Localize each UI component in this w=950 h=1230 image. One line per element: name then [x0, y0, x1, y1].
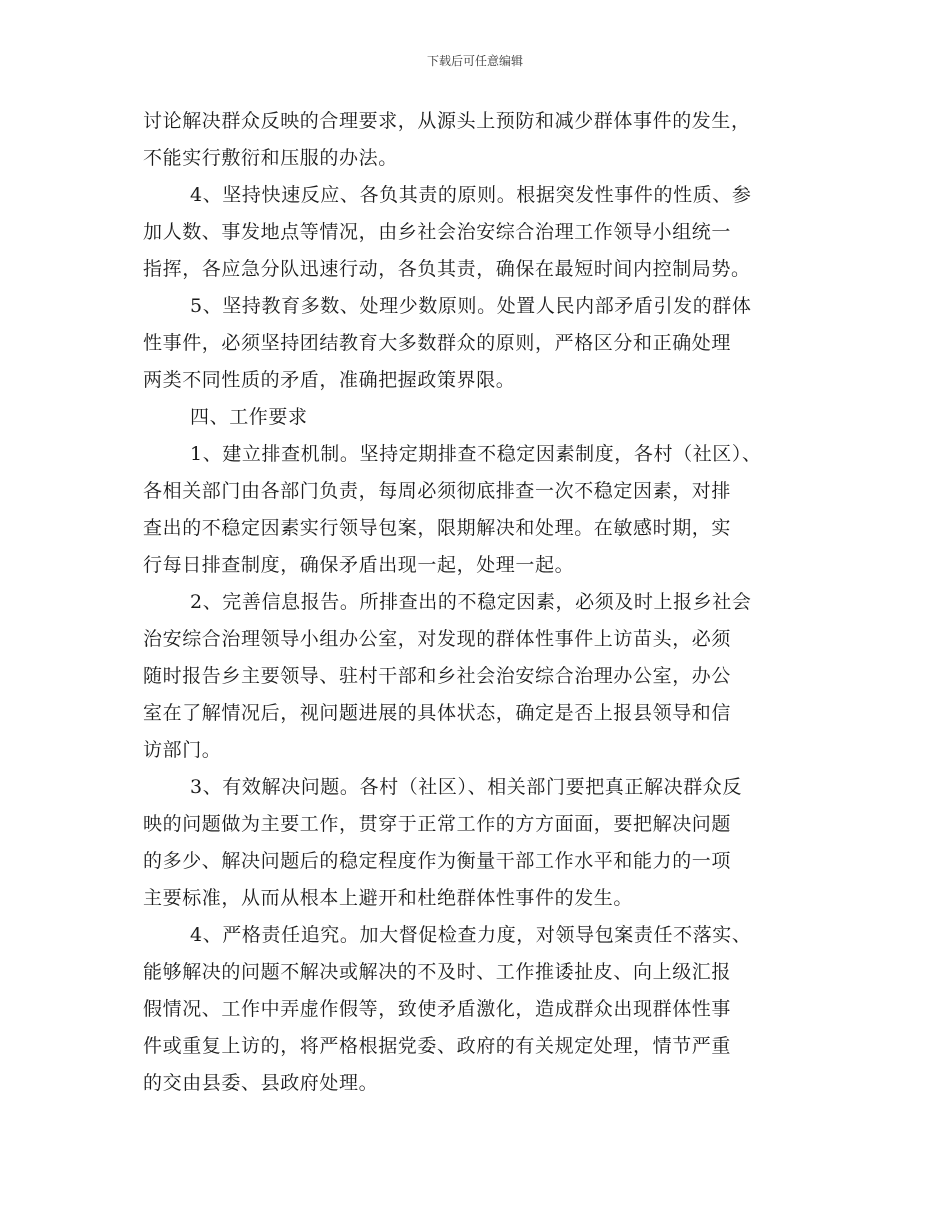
paragraph-start-line: 4、坚持快速反应、各负其责的原则。根据突发性事件的性质、参: [190, 184, 752, 206]
document-body: [143, 103, 808, 1102]
paragraph-start-line: 5、坚持教育多数、处理少数原则。处置人民内部矛盾引发的群体: [190, 295, 752, 317]
text-line: 加人数、事发地点等情况，由乡社会治安综合治理工作领导小组统一: [143, 221, 732, 243]
text-line: 室在了解情况后，视问题进展的具体状态，确定是否上报县领导和信: [143, 702, 732, 724]
text-line: 能够解决的问题不解决或解决的不及时、工作推诿扯皮、向上级汇报: [143, 961, 732, 983]
text-line: 随时报告乡主要领导、驻村干部和乡社会治安综合治理办公室，办公: [143, 665, 732, 687]
text-line: 的交由县委、县政府处理。: [143, 1072, 379, 1094]
text-line: 性事件，必须坚持团结教育大多数群众的原则，严格区分和正确处理: [143, 332, 732, 354]
text-line: 指挥，各应急分队迅速行动，各负其责，确保在最短时间内控制局势。: [143, 258, 751, 280]
section-heading: 四、工作要求: [190, 406, 308, 428]
text-line: 各相关部门由各部门负责，每周必须彻底排查一次不稳定因素，对排: [143, 480, 732, 502]
text-line: 不能实行敷衍和压服的办法。: [143, 147, 398, 169]
text-line: 访部门。: [143, 739, 222, 761]
text-line: 行每日排查制度，确保矛盾出现一起，处理一起。: [143, 554, 575, 576]
text-line: 映的问题做为主要工作，贯穿于正常工作的方方面面，要把解决问题: [143, 813, 732, 835]
text-line: 查出的不稳定因素实行领导包案，限期解决和处理。在敏感时期，实: [143, 517, 732, 539]
paragraph-start-line: 1、建立排查机制。坚持定期排查不稳定因素制度，各村（社区）、: [190, 443, 762, 465]
text-line: 假情况、工作中弄虚作假等，致使矛盾激化，造成群众出现群体性事: [143, 998, 732, 1020]
text-line: 件或重复上访的，将严格根据党委、政府的有关规定处理，情节严重: [143, 1035, 732, 1057]
paragraph-start-line: 3、有效解决问题。各村（社区）、相关部门要把真正解决群众反: [190, 776, 742, 798]
text-line: 的多少、解决问题后的稳定程度作为衡量干部工作水平和能力的一项: [143, 850, 732, 872]
paragraph-start-line: 2、完善信息报告。所排查出的不稳定因素，必须及时上报乡社会: [190, 591, 752, 613]
text-line: 主要标准，从而从根本上避开和杜绝群体性事件的发生。: [143, 887, 634, 909]
text-line: 讨论解决群众反映的合理要求，从源头上预防和减少群体事件的发生，: [143, 110, 751, 132]
text-line: 治安综合治理领导小组办公室，对发现的群体性事件上访苗头，必须: [143, 628, 732, 650]
page-header: 下载后可任意编辑: [426, 54, 523, 68]
paragraph-start-line: 4、严格责任追究。加大督促检查力度，对领导包案责任不落实、: [190, 924, 752, 946]
text-line: 两类不同性质的矛盾，准确把握政策界限。: [143, 369, 516, 391]
